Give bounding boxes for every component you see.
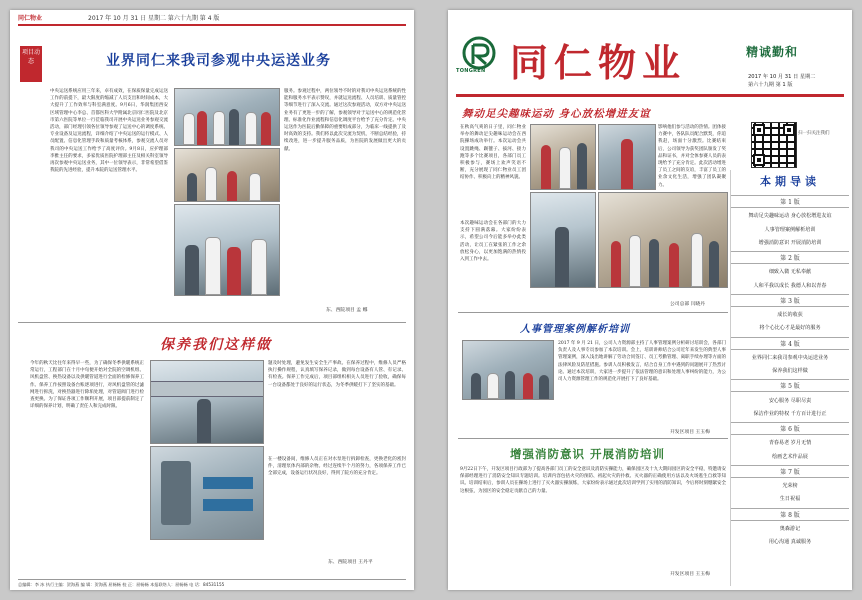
photo-hr-training — [462, 340, 554, 400]
table-of-contents — [730, 170, 849, 586]
photo-visit-group — [174, 88, 280, 146]
toc-edition-label: 第 4 版 — [731, 337, 849, 350]
article-title-fire-training: 增强消防意识 开展消防培训 — [510, 447, 666, 461]
article-signature: 东、西院项目 孟 娜 — [326, 308, 368, 313]
toc-item[interactable]: 细致入微 无私奉献 — [768, 269, 812, 276]
toc-item[interactable]: 成长的收获 — [777, 312, 803, 319]
article2-body-col3: 在一楼设备间，维修人员正在对水泵进行拆卸检查，更换老化的密封件，清理泵体内部的杂物。经过连续半个月的努力，各项保养工作已全部完成，设备运行状况良好，得到了院方的充分肯定。 — [268, 457, 406, 477]
toc-item[interactable]: 人和平我以成长 我德人和以青春 — [753, 282, 827, 289]
article-body-col2: 服务。参观过程中，两位领导不时的对我司中央运送系统的性能和服务水平表示赞叹，并就运送流程、人员培训、质量管控等细节进行了深入交流。通过这次参观活动，双方对中央运送业务有了更进一步的了解，参观领导对于运送中心的规范化管理、标准化作业流程和信息化调度平台给予了充分肯定。中央运送作为医院后勤保障的重要组成部分，为临床一线提供了及时高效的支持。我们将以此次交流为契机，不断总结经验，持续改进，进一步提升服务品质，为医院的发展做出更大的贡献。 — [284, 89, 406, 152]
masthead-date-line: 2017 年 10 月 31 日 星期二 — [748, 74, 816, 80]
masthead-issue-line: 第六十九期 第 1 版 — [748, 82, 793, 88]
sports-body-col3: 本次趣味运动会在各部门的大力支持下圆满落幕。大家纷纷表示，希望公司今后能多举办此类活动，让员工在紧张的工作之余放松身心，以更加饱满的热情投入到工作中去。 — [460, 221, 526, 263]
photo-sports-relay — [530, 192, 596, 288]
toc-edition-label: 第 3 版 — [731, 294, 849, 307]
article2-signature: 东、西院项目 王丹平 — [328, 560, 373, 565]
divider-1 — [458, 312, 728, 313]
photo-sports-rope — [530, 124, 596, 190]
sports-body-col1: 在秋高气爽的日子里，同仁物业举办的舞动足尖趣味运动会在西院操场成功举行。本次运动会共设置跳绳、踢毽子、拔河、接力跑等多个比赛项目，各部门员工积极参与，赛场上欢声笑语不断，充分展现了同仁物业员工团结协作、积极向上的精神风貌。 — [460, 125, 526, 181]
page-1 — [448, 10, 852, 590]
photo-sports-shuttlecock — [598, 124, 656, 190]
toc-item[interactable]: 生日祝福 — [779, 496, 801, 503]
photo-sports-tug — [598, 192, 728, 288]
toc-item[interactable]: 青春易老 岁月无情 — [768, 440, 812, 447]
masthead-english: TONGREN — [456, 68, 486, 74]
toc-item[interactable]: 舞动足尖趣味运动 身心放松增进友谊 — [748, 213, 832, 220]
toc-edition-label: 第 8 版 — [731, 508, 849, 521]
toc-item[interactable]: 奥森游记 — [779, 525, 801, 532]
toc-item[interactable]: 业界同仁来我司参观中央运送业务 — [751, 354, 829, 361]
masthead-date — [748, 73, 815, 89]
masthead-rule — [456, 94, 844, 97]
header-rule — [18, 24, 406, 26]
page-header — [10, 10, 414, 24]
toc-item[interactable]: 保养我们这样做 — [772, 368, 808, 375]
divider-2 — [458, 438, 728, 439]
sports-body-col2: 影响他们参与活动的热情。团体接力赛中，各队队员配合默契，你追我赶，场面十分激烈。比赛结束后，公司领导为获奖团队颁发了奖品和证书，并对全体参赛人员的表现给予了充分肯定。此次活动增进了员工之间的友谊，丰富了员工的业余文化生活，增强了团队凝聚力。 — [658, 125, 726, 188]
article-divider — [18, 322, 406, 323]
qr-code-icon[interactable] — [751, 122, 797, 168]
page-footer: 总编辑：李 冰 执行主编：贺海燕 编 辑：贺海燕 屈畅畅 校 正：屈畅畅 本报联络人：屈畅畅 电 话：84531155 — [18, 579, 406, 588]
article2-body-col2: 题及时处理，避免发生安全生产事故。在保养过程中，维修人员严格执行操作规程，认真填写保养记录，做到每台设备有人管、有记录、有检查。保养工作完成后，项目部组织相关人员进行了验收，确保每一台设备都处于良好的运行状态，为冬季供暖打下了坚实的基础。 — [268, 361, 406, 388]
article-title-hr-training: 人事管理案例解析培训 — [520, 324, 630, 335]
toc-item[interactable]: 光荣榜 — [782, 483, 798, 490]
toc-heading: 本期导读 — [760, 175, 820, 188]
sports-signature: 公司总部 闫晓丹 — [670, 302, 706, 307]
toc-item[interactable]: 增强消防意识 开展消防培训 — [758, 239, 822, 246]
header-issue-line: 2017 年 10 月 31 日 星期二 第六十九期 第 4 版 — [88, 15, 220, 22]
article-title-central-transport: 业界同仁来我司参观中央运送业务 — [106, 53, 331, 69]
hr-training-body: 2017 年 9 月 21 日，公司人力资源部主持了人事管理案例分析研讨培训会，各部门负责人及人事专员参加了本次培训。会上，培训讲师结合公司近年来发生的典型人事管理案例，深入浅出地讲解了劳动合同签订、员工考勤管理、离职手续办理等方面的法律风险及防范措施。参训人员积极发言，结合自身工作中遇到的问题展开了热烈讨论。通过本次培训，大家进一步提升了依法管理的意识和处理人事纠纷的能力，为公司人力资源管理工作的规范化开展打下了良好基础。 — [558, 341, 726, 383]
toc-item[interactable]: 安心服务 尽职尽责 — [768, 397, 812, 404]
header-logo: 同仁物业 — [18, 15, 43, 22]
hr-training-signature: 开发区项目 王玉梅 — [670, 430, 710, 435]
article-title-maintenance: 保养我们这样做 — [160, 337, 272, 353]
masthead-title: 同仁物业 — [510, 41, 687, 85]
company-logo-icon — [462, 36, 496, 70]
photo-dispatch-center — [174, 148, 280, 202]
fire-training-signature: 开发区项目 王玉梅 — [670, 572, 710, 577]
toc-edition-label: 第 6 版 — [731, 422, 849, 435]
photo-equipment-demo — [174, 204, 280, 296]
photo-pump-room — [150, 446, 264, 540]
article2-body-col1: 今年的秋天比往年来得早一些，为了确保冬季供暖系统正常运行，工程部门在十月中旬便开始对全院的空调机组、风机盘管、换热设备以及供暖管道进行全面的检修保养工作。保养工作按照设备台账逐项进行，对风机盘管的过滤网进行拆洗，对换热器进行除垢处理，对管道阀门进行检查更换。为了保证各项工作顺利开展，项目部提前制定了详细的保养计划，明确了责任人和完成时限。 — [30, 361, 144, 410]
qr-caption: 扫一扫关注我们 — [798, 131, 830, 136]
masthead-slogan: 精诚勤和 — [746, 45, 799, 59]
toc-edition-label: 第 7 版 — [731, 465, 849, 478]
toc-item[interactable]: 人事管理案例解析培训 — [764, 226, 816, 233]
section-tag: 项目动态 — [20, 46, 42, 82]
toc-item[interactable]: 将个心比心才是最好的服务 — [759, 325, 821, 332]
toc-item[interactable]: 用心沟通 真诚服务 — [768, 539, 812, 546]
toc-edition-label: 第 5 版 — [731, 379, 849, 392]
toc-edition-label: 第 1 版 — [731, 195, 849, 208]
article-body-col1: 中央运送系统应用三年来，卓有成效，在保质保量完成运送工作的前提下，最大限度的缩减了人员支出和时间成本，大大提升了工作效率与科室满意度。9月6日，华润集团西安区域管理中心李总、首都医科大学附属北京同仁医院及北京市第六医院等单位一行莅临我司开展中央运送业务参观交流活动，部门经理引领各位领导参观了运送中心的调度系统、专业设备及运送流程，详细介绍了中央运送的运行模式、人员配置、信息化管理手段和质量考核体系，参观交流人员对我司的中央运送工作给予了高度评价。9月8日，应护理部李雅主任的要求，多家优质医院护理部主任及相关科室领导再次参观中央运送业务，其中一位领导表示，非常希望借鉴我院的先进经验，提升本院的运送管理水平。 — [50, 89, 168, 174]
toc-item[interactable]: 保洁作业的特权 千方百计进行正 — [753, 410, 827, 417]
toc-list — [731, 195, 849, 548]
toc-item[interactable]: 绘画艺术作品展 — [772, 453, 808, 460]
fire-training-body: 9月22日下午，开发区项目行政部为了提高各部门员工的安全意识及消防实操能力，确保园区及十九大期间园区的安全平稳，特邀请安保部经理进行了消防安全知识专题培训。培训内容包括火灾的预防、初起火灾的扑救、灭火器的正确使用方法以及火场逃生自救等知识。培训结束后，参训人员在操场上进行了灭火器实操演练，大家纷纷表示通过此次培训学到了实用的消防知识，今后将时刻绷紧安全这根弦，为园区的安全稳定贡献自己的力量。 — [460, 467, 726, 494]
photo-hvac-duct — [150, 360, 264, 444]
page-4 — [10, 10, 414, 590]
article-title-sports: 舞动足尖趣味运动 身心放松增进友谊 — [462, 108, 651, 120]
toc-edition-label: 第 2 版 — [731, 251, 849, 264]
